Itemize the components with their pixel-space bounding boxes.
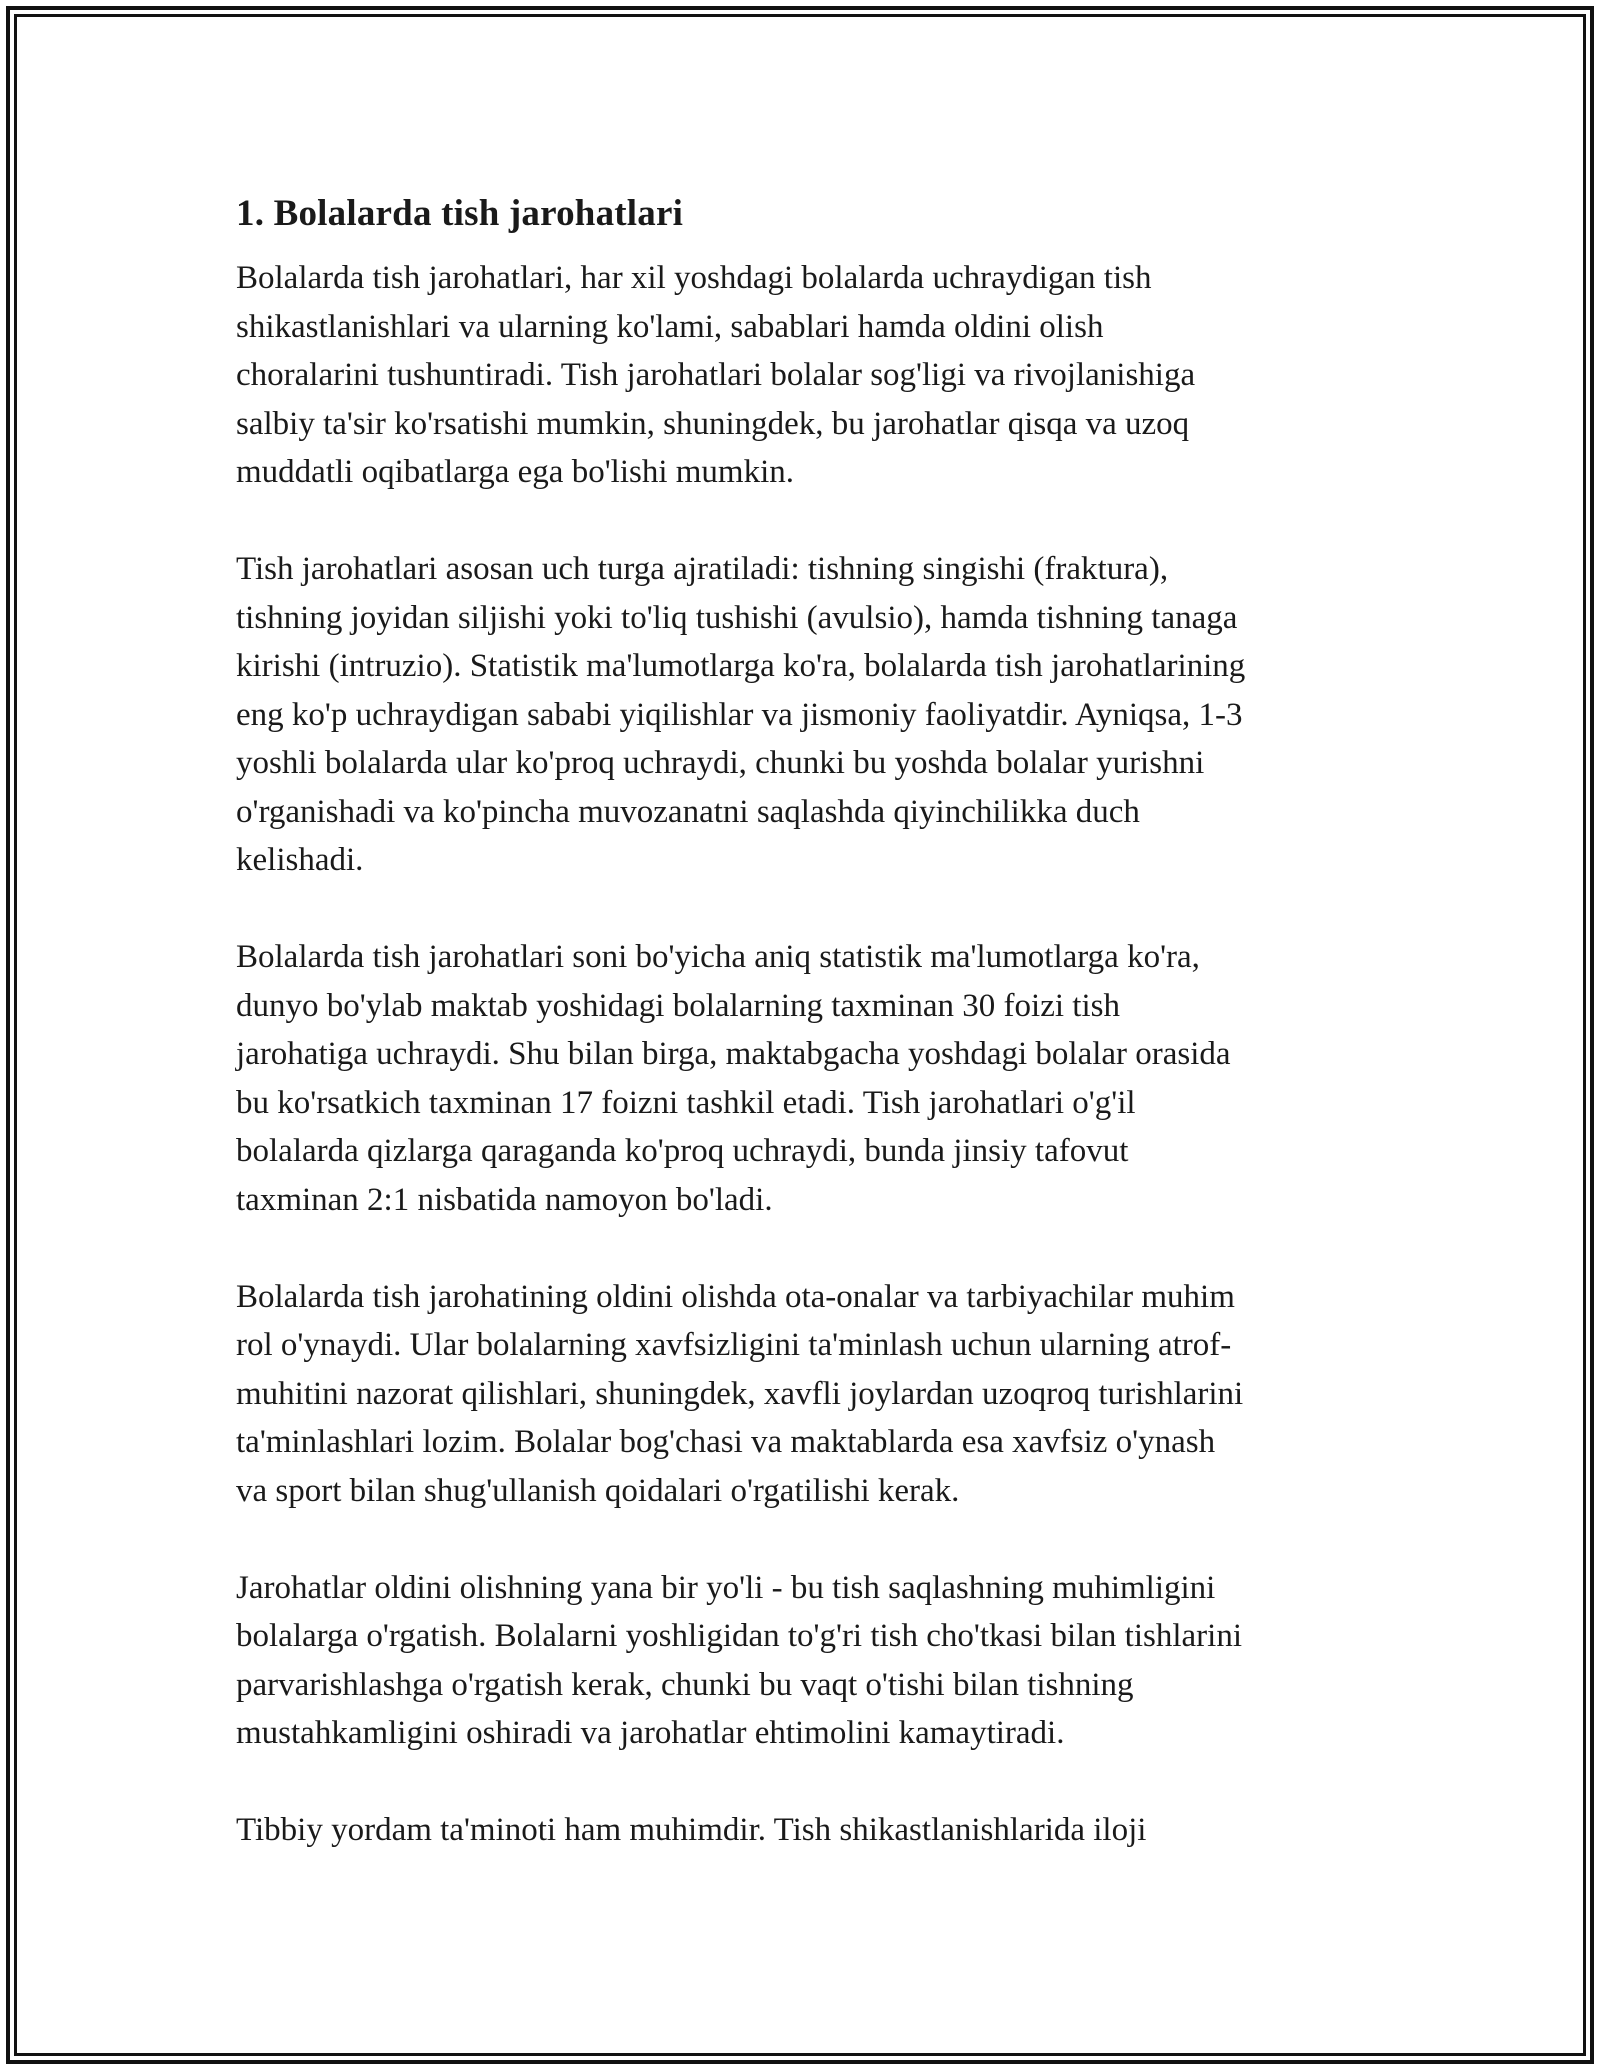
paragraph-prevention-hygiene: Jarohatlar oldini olishning yana bir yo'li - bu tish saqlashning muhimligini bolalarga o'rgatish. Bolalarni yoshligidan to'g'ri tish cho'tkasi bilan tishlarini parvarishlashga o'rgatish kerak, chunki bu vaqt o'tishi bilan tishning mustahkamligini oshiradi va jarohatlar ehtimolini kamaytiradi.	[236, 1569, 1243, 1751]
document-body	[236, 186, 1376, 1903]
paragraph-statistics: Bolalarda tish jarohatlari soni bo'yicha aniq statistik ma'lumotlarga ko'ra, dunyo bo'ylab maktab yoshidagi bolalarning taxminan 30 foizi tish jarohatiga uchraydi. Shu bilan birga, maktabgacha yoshdagi bolalar orasida bu ko'rsatkich taxminan 17 foizni tashkil etadi. Tish jarohatlari o'g'il bolalarda qizlarga qaraganda ko'proq uchraydi, bunda jinsiy tafovut taxminan 2:1 nisbatida namoyon bo'ladi.	[236, 939, 1231, 1218]
paragraph-prevention-parents: Bolalarda tish jarohatining oldini olishda ota-onalar va tarbiyachilar muhim rol o'ynaydi. Ular bolalarning xavfsizligini ta'minlash uchun ularning atrof- muhitini nazorat qilishlari, shuningdek, xavfli joylardan uzoqroq turishlarini ta'minlashlari lozim. Bolalar bog'chasi va maktablarda esa xavfsiz o'ynash va sport bilan shug'ullanish qoidalari o'rgatilishi kerak.	[236, 1278, 1244, 1509]
section-heading: 1. Bolalarda tish jarohatlari	[236, 193, 684, 234]
paragraph-medical-care: Tibbiy yordam ta'minoti ham muhimdir. Tish shikastlanishlarida iloji	[236, 1812, 1147, 1848]
paragraph-intro: Bolalarda tish jarohatlari, har xil yoshdagi bolalarda uchraydigan tish shikastlanishlari va ularning ko'lami, sabablari hamda oldini olish choralarini tushuntiradi. Tish jarohatlari bolalar sog'ligi va rivojlanishiga salbiy ta'sir ko'rsatishi mumkin, shuningdek, bu jarohatlar qisqa va uzoq muddatli oqibatlarga ega bo'lishi mumkin.	[236, 260, 1196, 490]
paragraph-injury-types: Tish jarohatlari asosan uch turga ajratiladi: tishning singishi (fraktura), tishning joyidan siljishi yoki to'liq tushishi (avulsio), hamda tishning tanaga kirishi (intruzio). Statistik ma'lumotlarga ko'ra, bolalarda tish jarohatlarining eng ko'p uchraydigan sababi yiqilishlar va jismoniy faoliyatdir. Ayniqsa, 1-3 yoshli bolalarda ular ko'proq uchraydi, chunki bu yoshda bolalar yurishni o'rganishadi va ko'pincha muvozanatni saqlashda qiyinchilikka duch kelishadi.	[236, 551, 1246, 878]
